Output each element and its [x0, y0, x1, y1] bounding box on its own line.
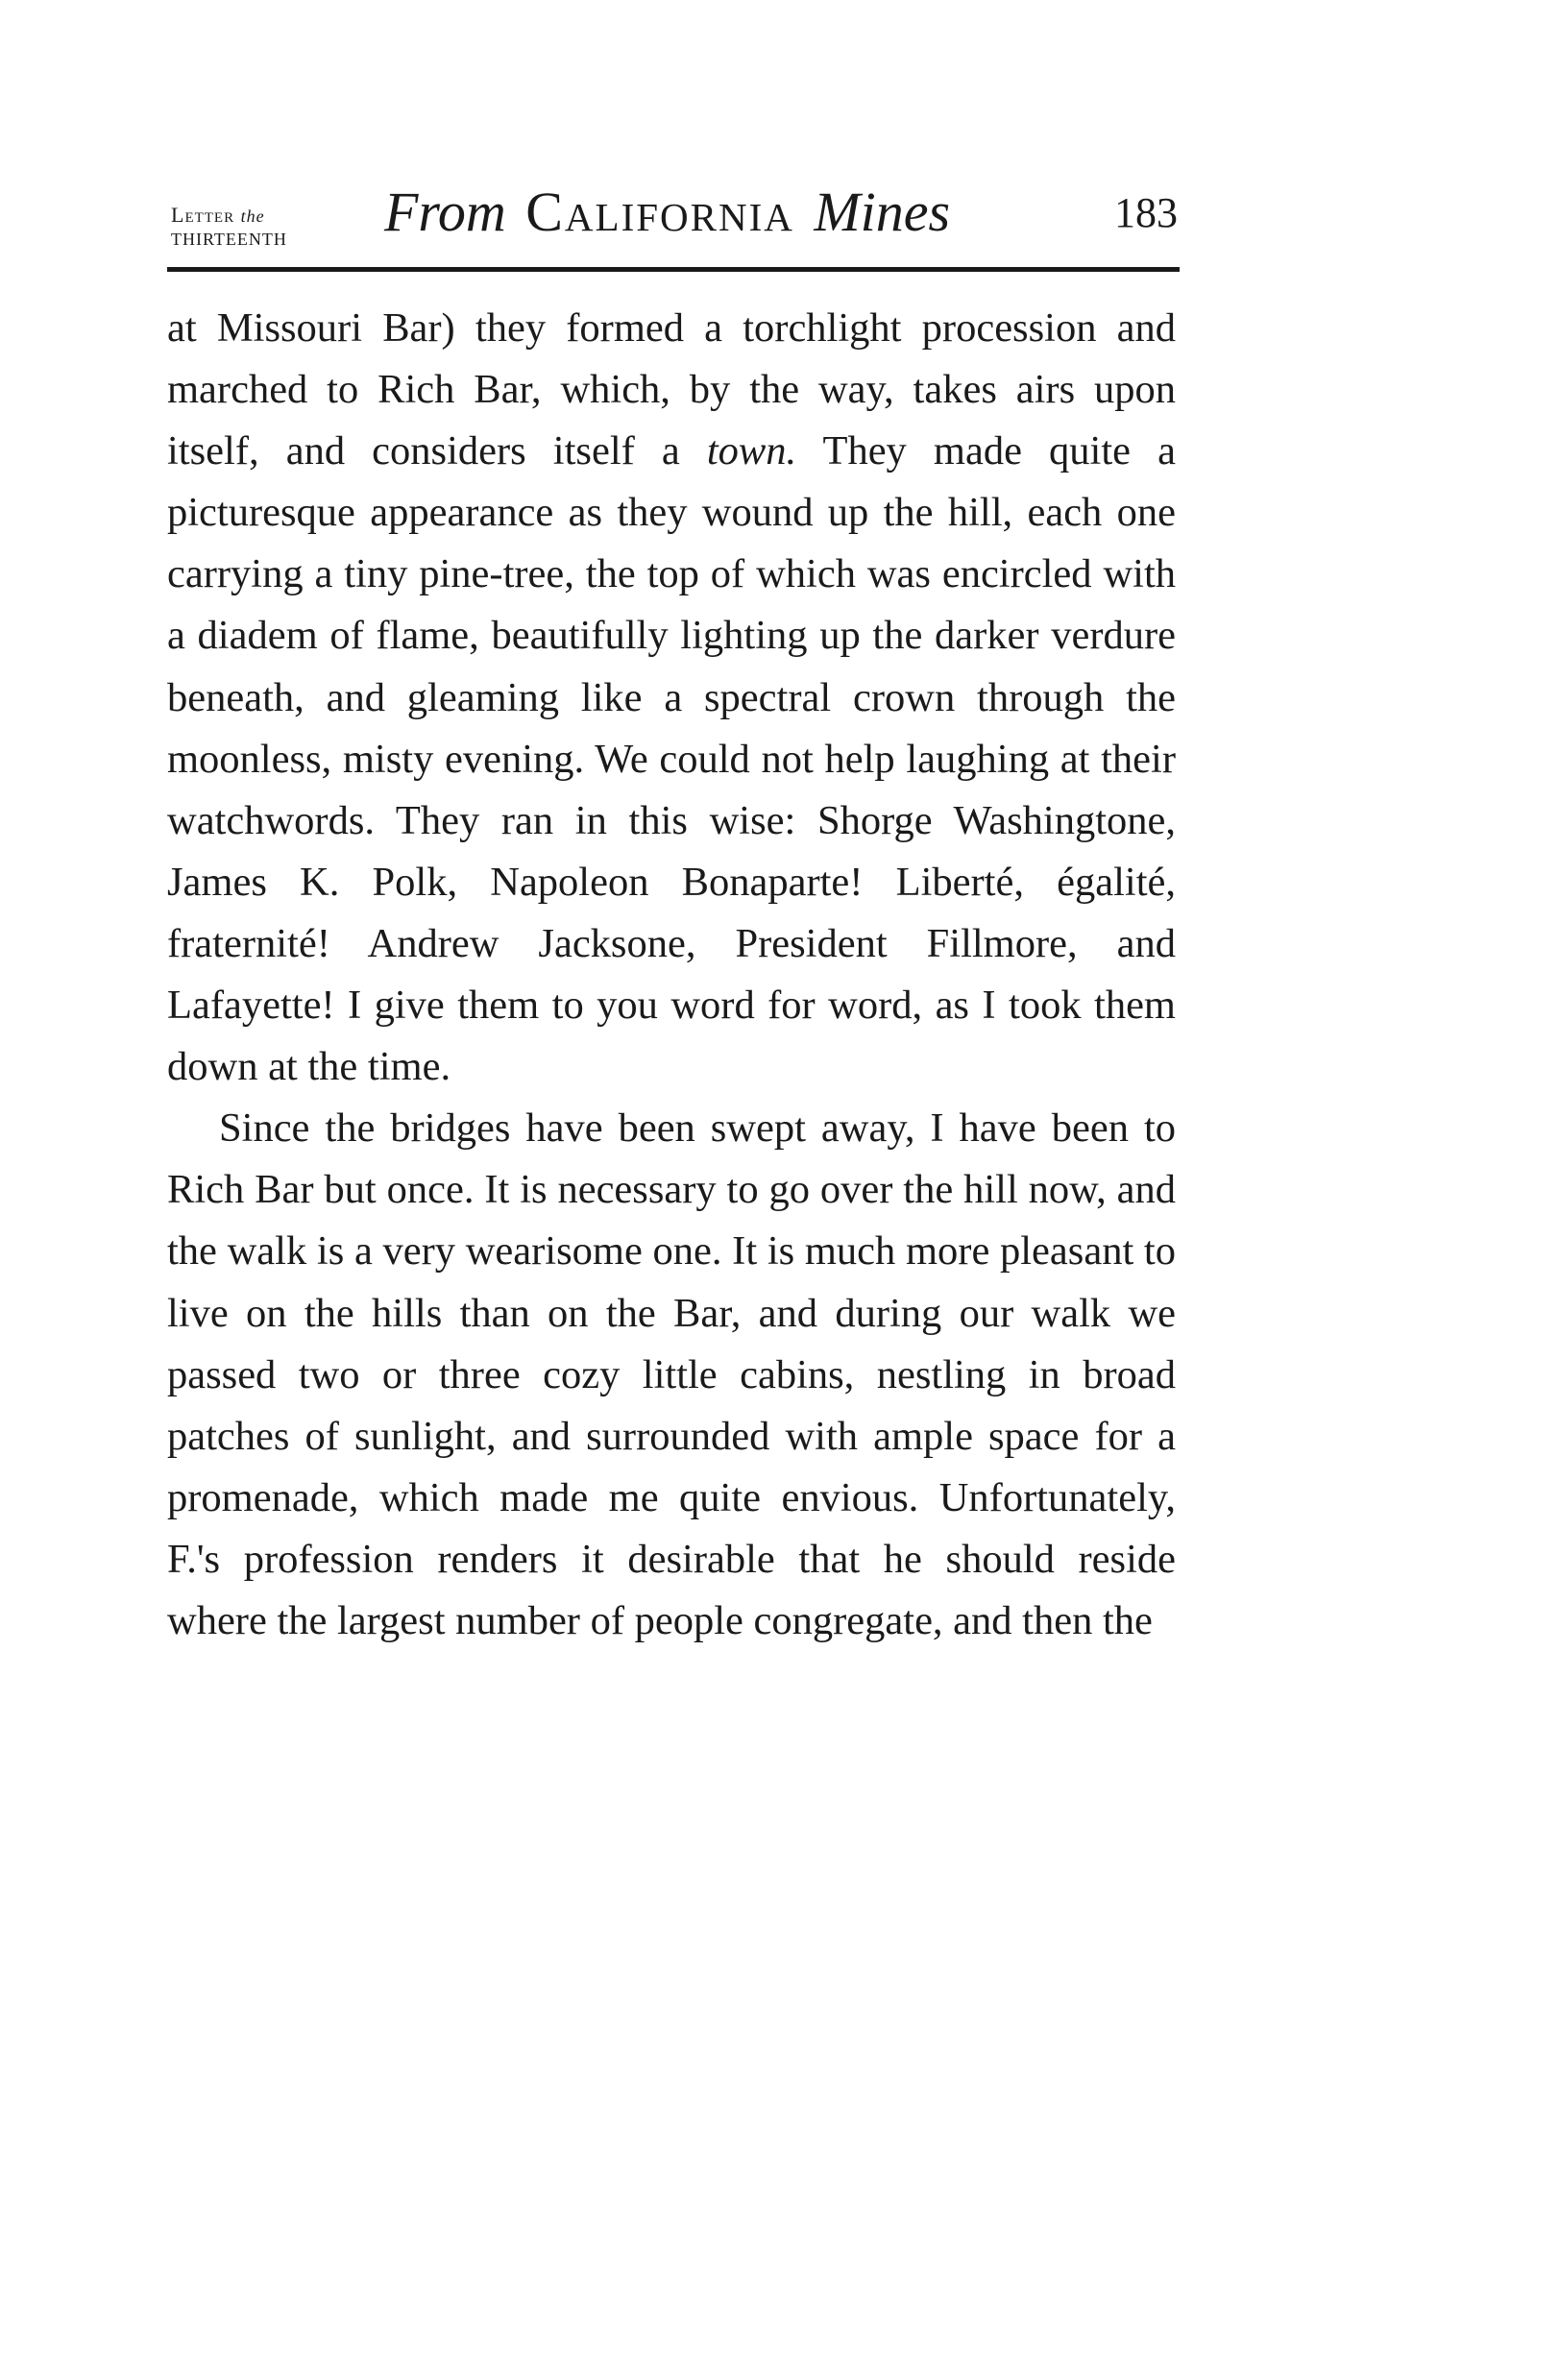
page-number: 183: [1114, 189, 1178, 236]
chapter-label-letter: Letter: [171, 203, 235, 227]
paragraph-2: Since the bridges have been swept away, I have been to Rich Bar but once. It is necessary to go over the hill now, and the walk is a very wearisome one. It is much more pleasant to live on the hills than on the Bar, and during our walk we passed two or three cozy little cabins, nestling in broad patches of sunlight, and surrounded with ample space for a promenade, which made me quite envious. Unfortunately, F.'s profession renders it desirable that he should reside where the largest number of people congregate, and then the: [167, 1105, 1176, 1643]
paragraph-1-emphasis: town.: [706, 428, 797, 474]
running-title-mines: Mines: [814, 181, 951, 243]
running-title-california: California: [525, 181, 794, 243]
chapter-label-the: the: [240, 206, 265, 226]
header-rule: [167, 267, 1180, 272]
chapter-label-number: THIRTEENTH: [171, 230, 287, 249]
paragraph-1: [167, 298, 1176, 1098]
running-title-from: From: [384, 181, 506, 243]
running-title: [384, 179, 950, 246]
running-header: [171, 179, 1178, 265]
chapter-label: [171, 204, 325, 251]
body-text: [167, 298, 1176, 1652]
paragraph-1-text-b: They made quite a picturesque appearance as they wound up the hill, each one carrying a tiny pine-tree, the top of which was encircled with a diadem of flame, beautifully lighting up the darker verdure beneath, and gleaming like a spectral crown through the moonless, misty evening. We could not help laughing at their watchwords. They ran in this wise: Shorge Washingtone, James K. Polk, Napoleon Bonaparte! Liberté, égalité, fraternité! Andrew Jacksone, President Fillmore, and Lafayette! I give them to you word for word, as I took them down at the time.: [167, 428, 1176, 1090]
paragraph-1-text-a: at Missouri Bar) they formed a torchlight procession and marched to Rich Bar, which, by the way, takes airs upon itself, and considers itself a: [167, 305, 1176, 474]
